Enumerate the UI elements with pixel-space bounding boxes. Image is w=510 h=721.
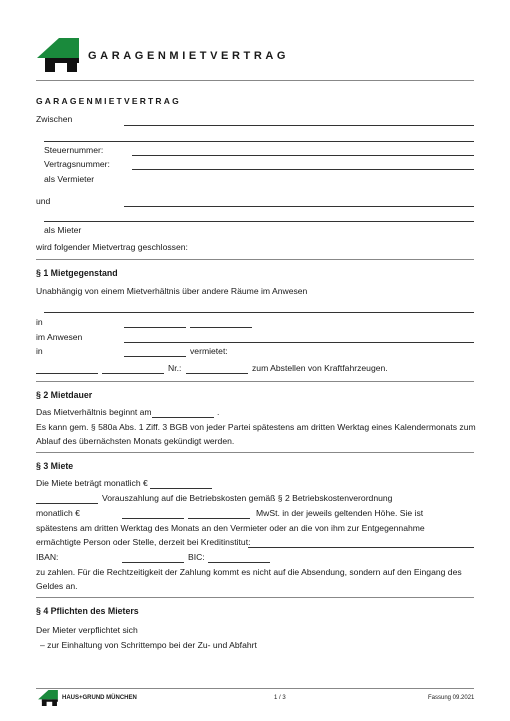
section-1-heading: § 1 Mietgegenstand — [36, 268, 118, 278]
section-4-heading: § 4 Pflichten des Mieters — [36, 606, 139, 616]
footer-logo — [38, 690, 58, 706]
bank-name-field[interactable] — [248, 547, 474, 548]
nr-label: Nr.: — [168, 363, 182, 373]
im-anwesen-label: im Anwesen — [36, 332, 83, 342]
monthly-total-field[interactable] — [122, 518, 184, 519]
start-date-field[interactable] — [152, 417, 214, 418]
vat-text: MwSt. in der jeweils geltenden Höhe. Sie ist — [256, 508, 424, 518]
purpose-text: zum Abstellen von Kraftfahrzeugen. — [252, 363, 388, 373]
header-title: GARAGENMIETVERTRAG — [88, 50, 290, 62]
section-4-intro: Der Mieter verpflichtet sich — [36, 625, 138, 635]
page-number: 1 / 3 — [274, 695, 286, 701]
rent-amount-field[interactable] — [150, 488, 212, 489]
street-field[interactable] — [124, 327, 186, 328]
as-landlord-label: als Vermieter — [44, 174, 95, 184]
section-3-heading: § 3 Miete — [36, 461, 74, 471]
payment-line-8: Geldes an. — [36, 581, 78, 591]
footer-brand: HAUS+GRUND MÜNCHEN — [62, 695, 137, 701]
as-tenant-label: als Mieter — [44, 225, 82, 235]
bic-field[interactable] — [208, 562, 270, 563]
begin-period: . — [217, 407, 220, 417]
contract-number-field[interactable] — [132, 169, 474, 170]
section-1-intro: Unabhängig von einem Mietverhältnis über andere Räume im Anwesen — [36, 286, 308, 296]
landlord-address-field[interactable] — [44, 141, 474, 142]
house-number-field[interactable] — [190, 327, 252, 328]
iban-label: IBAN: — [36, 552, 59, 562]
property-field[interactable] — [44, 312, 474, 313]
garage-type-field[interactable] — [36, 373, 98, 374]
haus-grund-logo — [37, 38, 79, 72]
iban-field[interactable] — [122, 562, 184, 563]
section-divider — [36, 597, 474, 598]
section-2-heading: § 2 Mietdauer — [36, 390, 93, 400]
prepayment-text: Vorauszahlung auf die Betriebskosten gemäß § 2 Betriebskostenverordnung — [102, 493, 393, 503]
begin-label: Das Mietverhältnis beginnt am — [36, 407, 152, 417]
version-label: Fassung 09.2021 — [428, 695, 475, 701]
rent-label: Die Miete beträgt monatlich € — [36, 478, 148, 488]
header-divider — [36, 80, 474, 81]
section-divider — [36, 259, 474, 260]
contract-number-label: Vertragsnummer: — [44, 159, 110, 169]
section-divider — [36, 381, 474, 382]
section-divider — [36, 452, 474, 453]
tax-number-field[interactable] — [132, 155, 474, 156]
bic-label: BIC: — [188, 552, 205, 562]
document-title: GARAGENMIETVERTRAG — [36, 96, 181, 106]
anwesen-field[interactable] — [124, 342, 474, 343]
termination-line-2: Ablauf des übernächsten Monats gekündigt werden. — [36, 436, 235, 446]
payment-line-7: zu zahlen. Für die Rechtzeitigkeit der Zahlung kommt es nicht auf die Absendung, sondern auf den Eingang des — [36, 567, 462, 577]
tenant-address-field[interactable] — [44, 221, 474, 222]
closing-sentence: wird folgender Mietvertrag geschlossen: — [36, 242, 188, 252]
and-label: und — [36, 196, 51, 206]
payment-line-5: ermächtigte Person oder Stelle, derzeit bei Kreditinstitut: — [36, 537, 251, 547]
obligation-item-1: – zur Einhaltung von Schrittempo bei der Zu- und Abfahrt — [40, 640, 257, 650]
between-label: Zwischen — [36, 114, 73, 124]
vermietet-label: vermietet: — [190, 346, 228, 356]
payment-line-4: spätestens am dritten Werktag des Monats an den Vermieter oder an die von ihm zur Entgegennahme — [36, 523, 425, 533]
garage-kind-field[interactable] — [102, 373, 164, 374]
vat-field[interactable] — [188, 518, 250, 519]
tax-number-label: Steuernummer: — [44, 145, 104, 155]
garage-number-field[interactable] — [186, 373, 248, 374]
prepayment-amount-field[interactable] — [36, 503, 98, 504]
monthly-label: monatlich € — [36, 508, 80, 518]
termination-line-1: Es kann gem. § 580a Abs. 1 Ziff. 3 BGB von jeder Partei spätestens am dritten Werktag eines Kalendermonats zum — [36, 422, 476, 432]
in-label-1: in — [36, 317, 43, 327]
in-label-2: in — [36, 346, 43, 356]
location-field[interactable] — [124, 356, 186, 357]
tenant-name-field[interactable] — [124, 206, 474, 207]
footer-divider — [36, 688, 474, 689]
landlord-name-field[interactable] — [124, 125, 474, 126]
